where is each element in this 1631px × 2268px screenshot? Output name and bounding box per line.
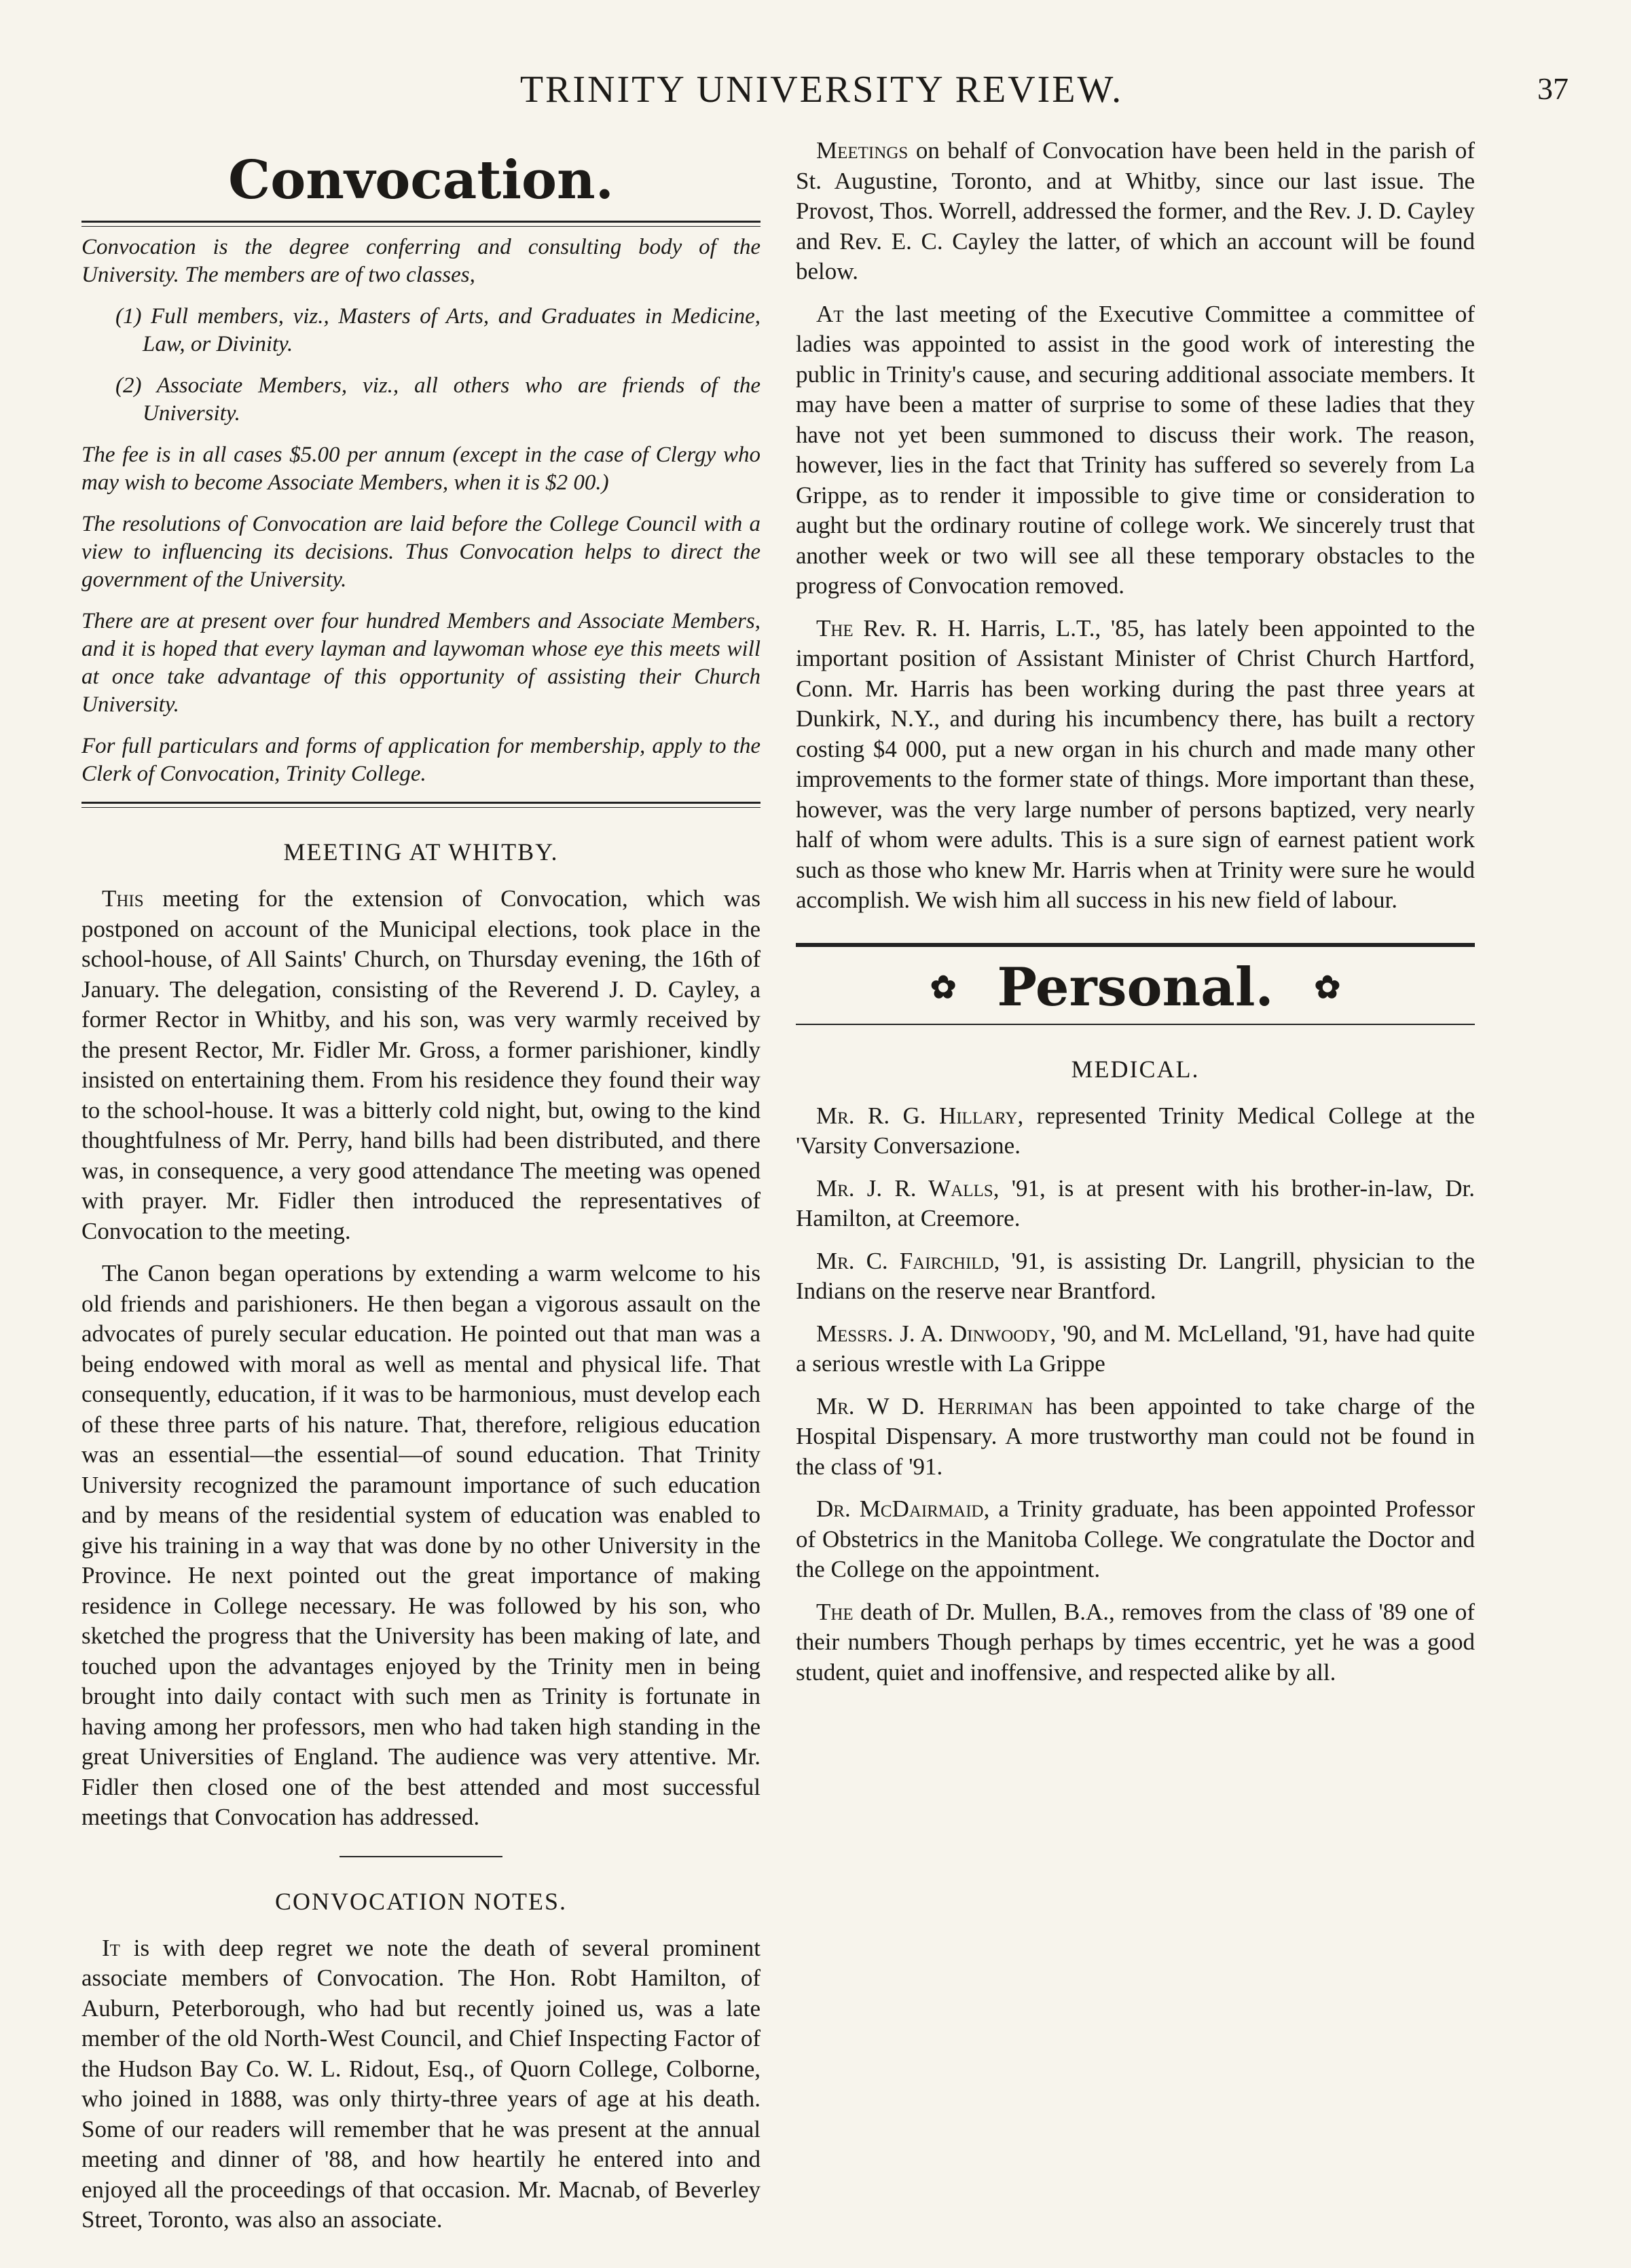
lead-word: Mr. J. R. Walls, (816, 1174, 1000, 1202)
whitby-paragraph: The Canon began operations by extending a warm welcome to his old friends and parishioners. He then began a vigorous assault on the advocates of purely secular education. He pointed out that man was a being endowed with moral as well as mental and physical life. That consequently, education, if it was to be harmonious, must develop each of these three parts of his nature. That, therefore, religious education was an essential—the essential—of sound education. That Trinity University recognized the paramount importance of such education and by means of the residential system of education was enabled to give his training in a way that was done by no other University in the Province. He next pointed out the great importance of making residence in College necessary. He was followed by his son, who sketched the progress that the University has been making of late, and touched upon the advantages enjoyed by the Trinity men in being brought into daily contact with such men as Trinity is fortunate in having among her professors, men who had taken high standing in the great Universities of England. The audience was very attentive. Mr. Fidler then closed one of the best attended and most successful meetings that Convocation has addressed. (81, 1260, 760, 1830)
personal-title-text: Personal. (997, 956, 1274, 1018)
paragraph-text: Rev. R. H. Harris, L.T., '85, has lately been appointed to the important position of Assistant Minister of Christ Church Hartford, Conn. Mr. Harris has been working during the past three years at Dunkirk, N.Y., and during his incumbency there, has built a rectory costing $4 000, put a new organ in his church and made many other improvements to the former state of things. More important than these, however, was the very large number of persons baptized, very nearly half of whom were adults. This is a sure sign of earnest patient work such as those who knew Mr. Harris when at Trinity were sure he would accomplish. We wish him all success in his new field of labour. (796, 614, 1475, 913)
personal-item (796, 1101, 1475, 1161)
left-column (81, 136, 760, 2248)
personal-items (796, 1101, 1475, 1688)
intro-paragraph: For full particulars and forms of application for membership, apply to the Clerk of Convocation, Trinity College. (81, 734, 760, 786)
notes-paragraph (81, 1933, 760, 2235)
whitby-paragraph (81, 884, 760, 1246)
lead-word: Mr. R. G. Hillary, (816, 1102, 1024, 1129)
paragraph-text: meeting for the extension of Convocation, which was postponed on account of the Municipal elections, took place in the school-house, of All Saints' Church, on Thursday evening, the 16th of January. The delegation, consisting of the Reverend J. D. Cayley, a former Rector in Whitby, and his son, was very warmly received by the present Rector, Mr. Fidler Mr. Gross, a former parishioner, kindly insisted on entertaining them. From his residence they found their way to the school-house. It was a bitterly cold night, but, owing to the kind thoughtfulness of Mr. Perry, hand bills had been distributed, and there was, in consequence, a very good attendance The meeting was opened with prayer. Mr. Fidler then introduced the representatives of Convocation to the meeting. (81, 885, 760, 1244)
notes-paragraph (796, 614, 1475, 916)
paragraph-text: death of Dr. Mullen, B.A., removes from the class of '89 one of their numbers Though perhaps by times eccentric, yet he was a good student, quiet and inoffensive, and respected alike by all. (796, 1598, 1475, 1686)
lead-word: Meetings (816, 137, 909, 164)
lead-word: Mr. W D. Herriman (816, 1392, 1033, 1419)
flower-ornament-icon: ✿ (930, 969, 957, 1005)
running-title: TRINITY UNIVERSITY REVIEW. (519, 69, 1124, 111)
intro-paragraph: Convocation is the degree conferring and consulting body of the University. The members are of two classes, (81, 235, 760, 287)
paragraph-text: '91, is at present with his brother-in-law, Dr. Hamilton, at Creemore. (796, 1174, 1475, 1231)
personal-item (796, 1494, 1475, 1585)
personal-item (796, 1597, 1475, 1688)
divider (796, 943, 1475, 947)
intro-paragraph: (2) Associate Members, viz., all others who are friends of the University. (115, 373, 760, 426)
lead-word: It (102, 1934, 120, 1961)
paragraph-text: a Trinity graduate, has been appointed Professor of Obstetrics in the Manitoba College. We congratulate the Doctor and the College on the appointment. (796, 1495, 1475, 1582)
personal-item (796, 1392, 1475, 1483)
page-number: 37 (1537, 71, 1569, 106)
lead-word: The (816, 1598, 854, 1625)
paragraph-text: '91, is assisting Dr. Langrill, physician to the Indians on the reserve near Brantford. (796, 1247, 1475, 1304)
lead-word: This (102, 885, 144, 912)
convocation-title: Convocation. (228, 149, 614, 211)
lead-word: At (816, 300, 844, 327)
personal-item (796, 1174, 1475, 1234)
paragraph-text: '90, and M. McLelland, '91, have had quite a serious wrestle with La Grippe (796, 1320, 1475, 1377)
notes-heading: CONVOCATION NOTES. (275, 1887, 567, 1915)
paragraph-text: the last meeting of the Executive Committee a committee of ladies was appointed to assist in the good work of interesting the public in Trinity's cause, and securing additional associate members. It may have been a matter of surprise to some of these ladies that they have not yet been summoned to discuss their work. The reason, however, lies in the fact that Trinity has suffered so severely from La Grippe, as to render it impossible to give time or consideration to aught but the ordinary routine of college work. We sincerely trust that another week or two will see all these temporary obstacles to the progress of Convocation removed. (796, 300, 1475, 599)
whitby-heading: MEETING AT WHITBY. (283, 838, 559, 866)
personal-item (796, 1246, 1475, 1307)
paragraph-text: on behalf of Convocation have been held in the parish of St. Augustine, Toronto, and at Whitby, since our last issue. The Provost, Thos. Worrell, addressed the former, and the Rev. J. D. Cayley and Rev. E. C. Cayley the latter, of which an account will be found below. (796, 137, 1475, 284)
personal-title (796, 956, 1475, 1018)
convocation-intro (81, 234, 760, 788)
right-column (796, 136, 1475, 1700)
intro-paragraph: There are at present over four hundred Members and Associate Members, and it is hoped that every layman and laywoman whose eye this meets will at once take advantage of this opportunity of assisting their Church University. (81, 609, 760, 717)
divider (796, 1024, 1475, 1025)
personal-item (796, 1319, 1475, 1379)
paragraph-text: has been appointed to take charge of the Hospital Dispensary. A more trustworthy man could not be found in the class of '91. (796, 1392, 1475, 1480)
intro-paragraph: The fee is in all cases $5.00 per annum (except in the case of Clergy who may wish to become Associate Members, when it is $2 00.) (81, 443, 760, 495)
paragraph-text: is with deep regret we note the death of several prominent associate members of Convocation. The Hon. Robt Hamilton, of Auburn, Peterborough, who had but recently joined us, was a late member of the old North-West Council, and Chief Inspecting Factor of the Hudson Bay Co. W. L. Ridout, Esq., of Quorn College, Colborne, who joined in 1888, was only thirty-three years of age at his death. Some of our readers will remember that he was present at the annual meeting and dinner of '88, and how heartily he entered into and enjoyed all the proceedings of that occasion. Mr. Macnab, of Beverley Street, Toronto, was also an associate. (81, 1934, 760, 2233)
intro-paragraph: The resolutions of Convocation are laid before the College Council with a view to influencing its decisions. Thus Convocation helps to direct the government of the University. (81, 512, 760, 592)
lead-word: Mr. C. Fairchild, (816, 1247, 1000, 1274)
notes-paragraph (796, 136, 1475, 287)
intro-paragraph: (1) Full members, viz., Masters of Arts, and Graduates in Medicine, Law, or Divinity. (115, 304, 760, 356)
divider (340, 1856, 502, 1857)
medical-heading: MEDICAL. (1071, 1055, 1200, 1083)
page-header (75, 68, 1569, 122)
lead-word: Messrs. J. A. Dinwoody, (816, 1320, 1057, 1347)
lead-word: Dr. McDairmaid, (816, 1495, 990, 1522)
divider (81, 802, 760, 808)
notes-paragraph (796, 299, 1475, 601)
divider (81, 221, 760, 227)
flower-ornament-icon: ✿ (1314, 969, 1341, 1005)
lead-word: The (816, 614, 854, 642)
paragraph-text: represented Trinity Medical College at the 'Varsity Conversazione. (796, 1102, 1475, 1159)
